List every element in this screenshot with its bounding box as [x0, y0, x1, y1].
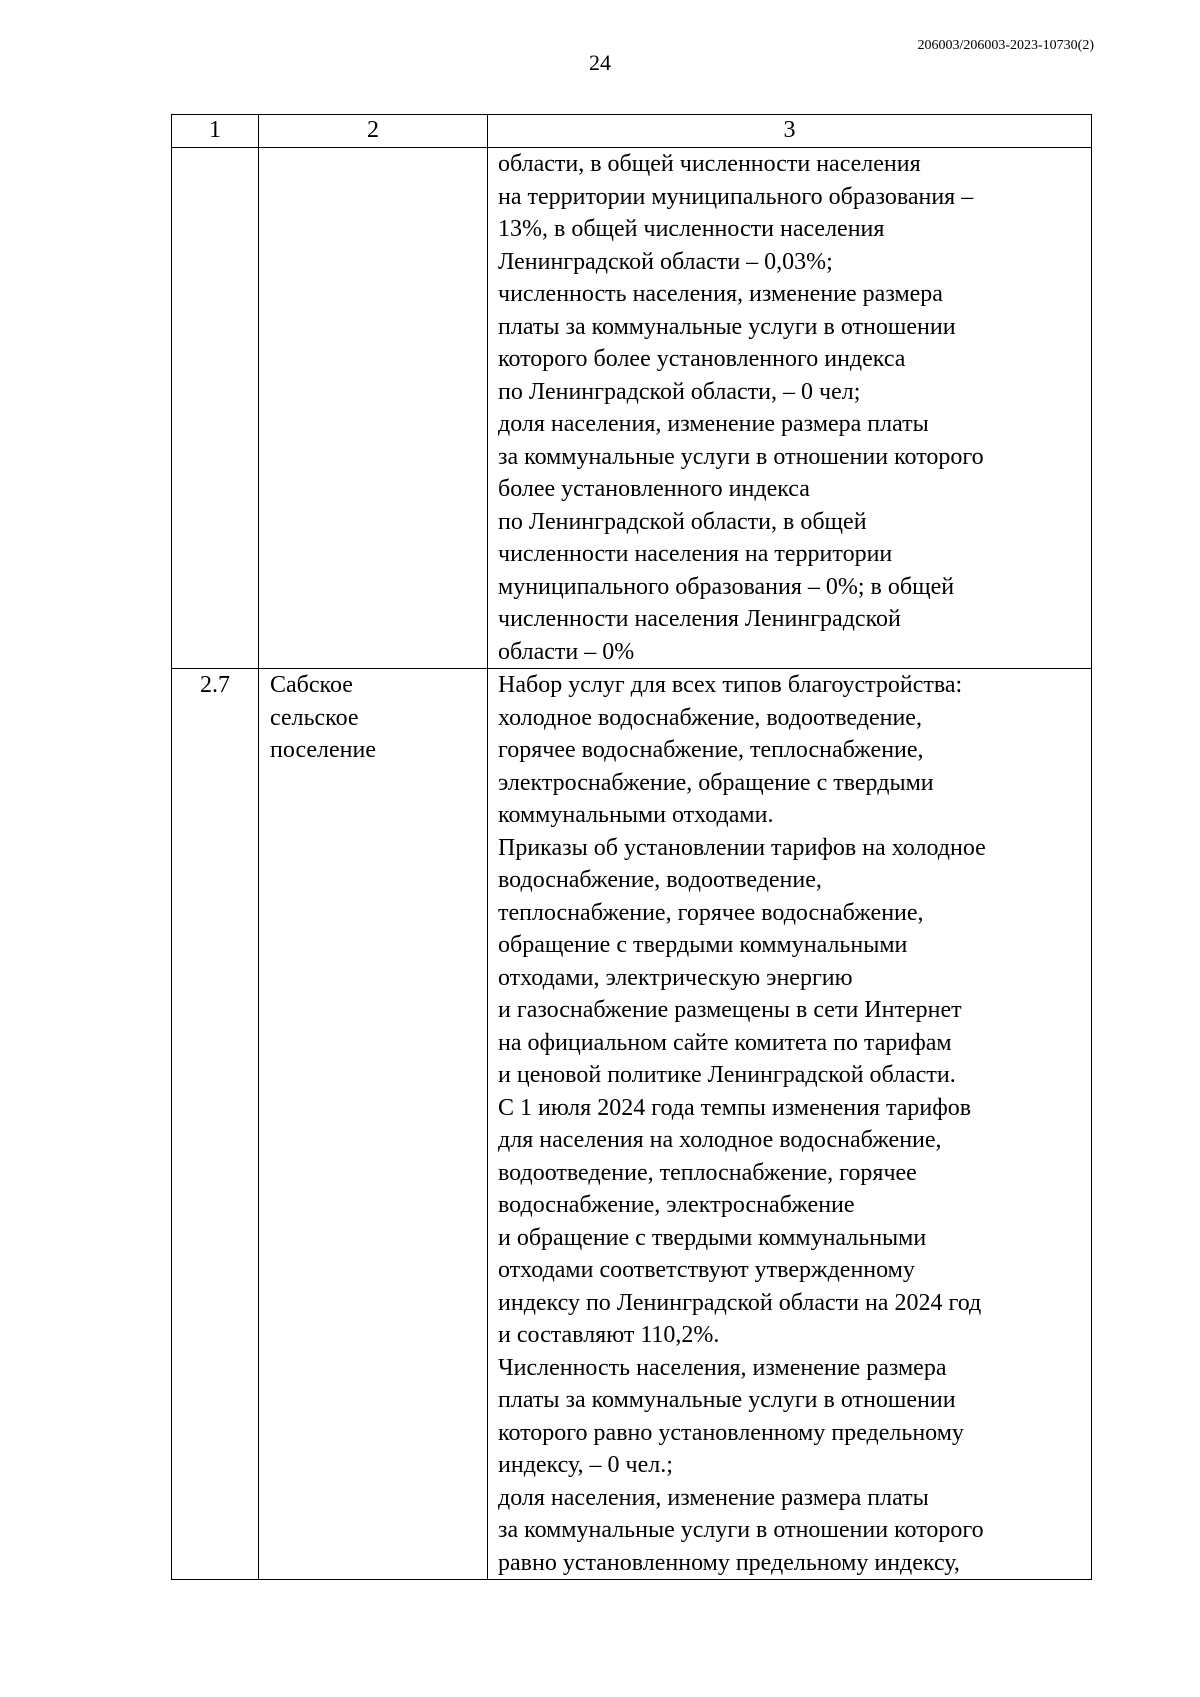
table-header-row — [172, 115, 1092, 148]
description-line: на территории муниципального образования – — [498, 183, 974, 210]
description-line: и ценовой политике Ленинградской области. — [498, 1062, 956, 1088]
settlement-name-line: поселение — [270, 737, 377, 763]
settlement-name-cell — [259, 669, 488, 1580]
description-line: и составляют 110,2%. — [498, 1322, 720, 1348]
description-cell — [488, 669, 1092, 1580]
description-line: доля населения, изменение размера платы — [498, 1484, 929, 1511]
description-line: для населения на холодное водоснабжение, — [498, 1127, 942, 1153]
description-line: индексу, – 0 чел.; — [498, 1452, 673, 1478]
description-line: отходами, электрическую энергию — [498, 964, 853, 991]
description-line: которого более установленного индекса — [498, 346, 906, 372]
table-row — [172, 148, 1092, 669]
description-line: отходами соответствуют утвержденному — [498, 1257, 915, 1283]
row-number-cell — [172, 148, 259, 669]
settlement-name-line: сельское — [270, 704, 359, 731]
description-line: Ленинградской области – 0,03%; — [498, 248, 833, 275]
description-line: Приказы об установлении тарифов на холодное — [498, 834, 986, 861]
description-line: коммунальными отходами. — [498, 802, 774, 828]
description-line: численности населения Ленинградской — [498, 606, 901, 632]
description-line: которого равно установленному предельному — [498, 1419, 964, 1446]
content-table — [171, 114, 1092, 1580]
description-line: более установленного индекса — [498, 476, 810, 502]
description-line: и газоснабжение размещены в сети Интернет — [498, 997, 962, 1023]
description-line: за коммунальные услуги в отношении которого — [498, 443, 984, 470]
table-body — [172, 148, 1092, 1580]
description-line: Численность населения, изменение размера — [498, 1354, 947, 1381]
description-line: численность населения, изменение размера — [498, 281, 943, 307]
description-cell — [488, 148, 1092, 669]
description-line: платы за коммунальные услуги в отношении — [498, 313, 956, 340]
description-line: за коммунальные услуги в отношении которого — [498, 1517, 984, 1543]
description-line: по Ленинградской области, – 0 чел; — [498, 378, 861, 405]
description-line: Набор услуг для всех типов благоустройства: — [498, 672, 963, 698]
column-header-1: 1 — [172, 115, 259, 148]
description-line: области – 0% — [498, 638, 635, 665]
column-header-3: 3 — [488, 115, 1092, 148]
description-line: доля населения, изменение размера платы — [498, 411, 929, 437]
description-line: электроснабжение, обращение с твердыми — [498, 769, 934, 796]
table-row — [172, 669, 1092, 1580]
column-header-2: 2 — [259, 115, 488, 148]
description-line: численности населения на территории — [498, 541, 893, 567]
description-line: по Ленинградской области, в общей — [498, 508, 867, 535]
row-number-cell: 2.7 — [172, 669, 259, 1580]
description-line: равно установленному предельному индексу, — [498, 1549, 960, 1576]
description-line: муниципального образования – 0%; в общей — [498, 573, 955, 600]
page-number: 24 — [589, 50, 611, 75]
description-line: водоснабжение, электроснабжение — [498, 1192, 855, 1218]
description-line: индексу по Ленинградской области на 2024 год — [498, 1289, 982, 1316]
description-line: водоснабжение, водоотведение, — [498, 867, 822, 893]
description-line: теплоснабжение, горячее водоснабжение, — [498, 899, 924, 926]
document-id: 206003/206003-2023-10730(2) — [917, 38, 1094, 53]
description-line: водоотведение, теплоснабжение, горячее — [498, 1159, 917, 1186]
description-line: платы за коммунальные услуги в отношении — [498, 1387, 956, 1413]
description-line: С 1 июля 2024 года темпы изменения тарифов — [498, 1094, 972, 1121]
settlement-name-cell — [259, 148, 488, 669]
description-line: и обращение с твердыми коммунальными — [498, 1224, 927, 1251]
description-line: холодное водоснабжение, водоотведение, — [498, 704, 922, 731]
description-line: на официальном сайте комитета по тарифам — [498, 1029, 952, 1056]
settlement-name-line: Сабское — [270, 672, 353, 698]
description-line: обращение с твердыми коммунальными — [498, 932, 908, 958]
description-line: 13%, в общей численности населения — [498, 216, 885, 242]
description-line: горячее водоснабжение, теплоснабжение, — [498, 737, 924, 763]
description-line: области, в общей численности населения — [498, 151, 921, 177]
